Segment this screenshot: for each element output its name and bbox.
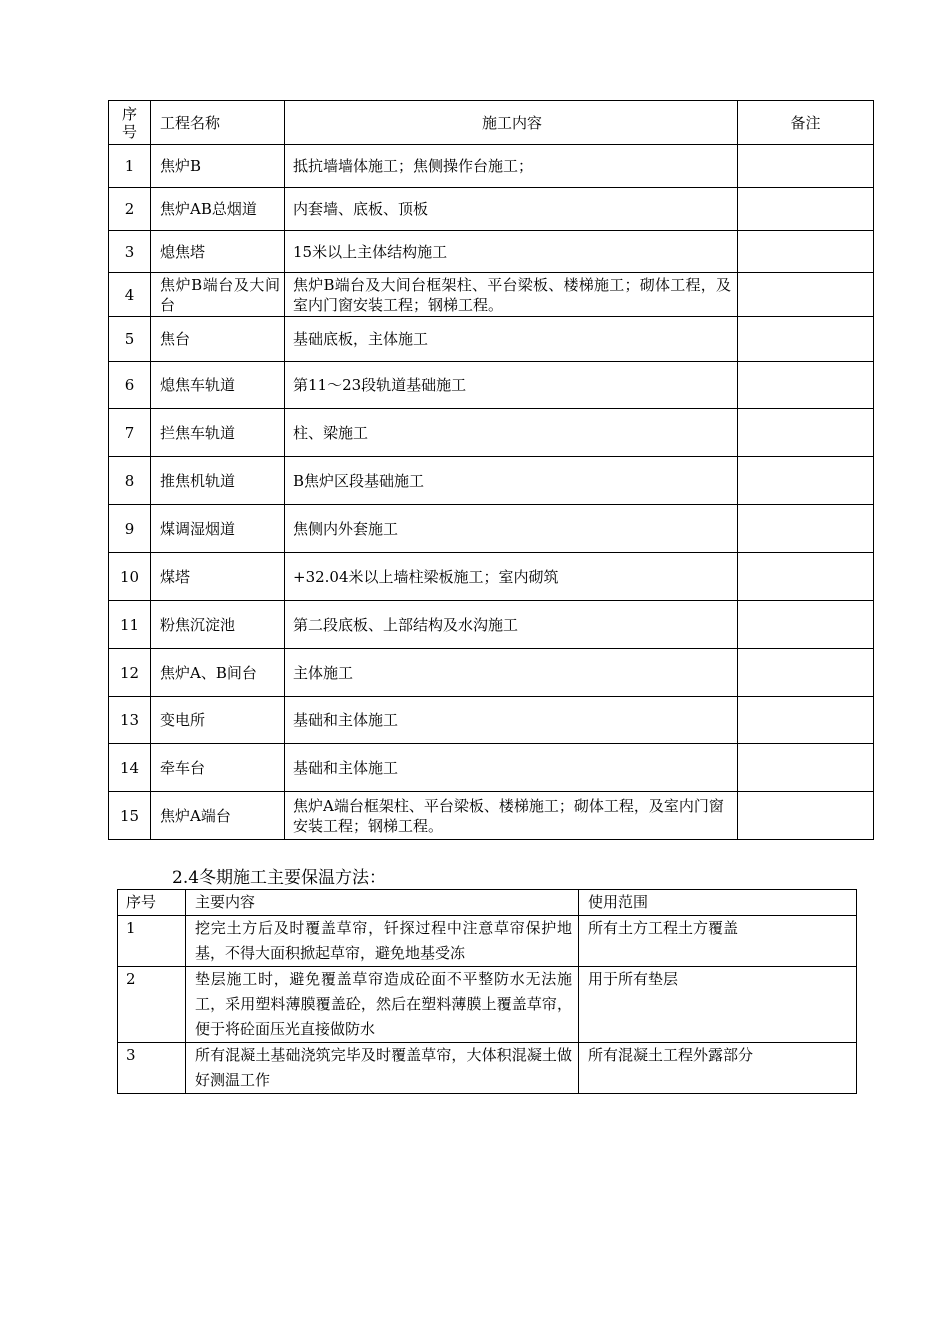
row-name: 煤塔: [151, 553, 285, 601]
insulation-methods-table: [117, 889, 857, 1094]
table-row: [109, 145, 874, 188]
row-remark: [738, 362, 874, 409]
row-content: 垫层施工时，避免覆盖草帘造成砼面不平整防水无法施工，采用塑料薄膜覆盖砼，然后在塑料薄膜上覆盖草帘，便于将砼面压光直接做防水: [186, 967, 579, 1043]
row-remark: [738, 231, 874, 273]
row-name: 焦炉B: [151, 145, 285, 188]
project-table: [108, 100, 874, 840]
row-content: 焦炉B端台及大间台框架柱、平台梁板、楼梯施工；砌体工程，及室内门窗安装工程；钢梯工程。: [285, 273, 738, 317]
row-content: +32.04米以上墙柱梁板施工；室内砌筑: [285, 553, 738, 601]
header-content: 施工内容: [285, 101, 738, 145]
table-row: [109, 231, 874, 273]
header-content: 主要内容: [186, 890, 579, 916]
table-header-row: [109, 101, 874, 145]
table-row: [109, 792, 874, 840]
row-remark: [738, 145, 874, 188]
table-row: [109, 697, 874, 744]
row-remark: [738, 601, 874, 649]
row-remark: [738, 457, 874, 505]
table-row: [118, 916, 857, 967]
row-scope: 用于所有垫层: [579, 967, 857, 1043]
row-name: 熄焦塔: [151, 231, 285, 273]
row-remark: [738, 505, 874, 553]
row-content: 焦侧内外套施工: [285, 505, 738, 553]
row-content: 15米以上主体结构施工: [285, 231, 738, 273]
row-name: 焦炉A、B间台: [151, 649, 285, 697]
row-name: 焦炉B端台及大间台: [151, 273, 285, 317]
table-row: [118, 1043, 857, 1094]
row-scope: 所有混凝土工程外露部分: [579, 1043, 857, 1094]
row-remark: [738, 744, 874, 792]
row-no: 13: [109, 697, 151, 744]
row-remark: [738, 792, 874, 840]
row-no: 1: [118, 916, 186, 967]
row-remark: [738, 697, 874, 744]
table-row: [109, 744, 874, 792]
header-name: 工程名称: [151, 101, 285, 145]
table-row: [109, 649, 874, 697]
row-content: 主体施工: [285, 649, 738, 697]
row-name: 拦焦车轨道: [151, 409, 285, 457]
row-name: 变电所: [151, 697, 285, 744]
table-row: [109, 273, 874, 317]
table-header-row: [118, 890, 857, 916]
section-title: 2.4冬期施工主要保温方法：: [172, 868, 387, 888]
row-name: 熄焦车轨道: [151, 362, 285, 409]
row-no: 1: [109, 145, 151, 188]
row-remark: [738, 188, 874, 231]
row-scope: 所有土方工程土方覆盖: [579, 916, 857, 967]
row-no: 3: [118, 1043, 186, 1094]
row-name: 牵车台: [151, 744, 285, 792]
row-remark: [738, 409, 874, 457]
row-remark: [738, 317, 874, 362]
row-content: 内套墙、底板、顶板: [285, 188, 738, 231]
row-no: 9: [109, 505, 151, 553]
row-name: 推焦机轨道: [151, 457, 285, 505]
row-remark: [738, 273, 874, 317]
table-row: [109, 457, 874, 505]
row-content: 基础和主体施工: [285, 697, 738, 744]
row-no: 14: [109, 744, 151, 792]
row-no: 3: [109, 231, 151, 273]
header-remark: 备注: [738, 101, 874, 145]
row-content: 第二段底板、上部结构及水沟施工: [285, 601, 738, 649]
row-no: 2: [109, 188, 151, 231]
row-no: 5: [109, 317, 151, 362]
row-content: 基础底板，主体施工: [285, 317, 738, 362]
row-name: 焦炉A端台: [151, 792, 285, 840]
table-row: [109, 601, 874, 649]
table-row: [109, 188, 874, 231]
row-no: 6: [109, 362, 151, 409]
row-no: 7: [109, 409, 151, 457]
row-no: 15: [109, 792, 151, 840]
row-name: 煤调湿烟道: [151, 505, 285, 553]
table-row: [109, 409, 874, 457]
row-no: 12: [109, 649, 151, 697]
row-name: 粉焦沉淀池: [151, 601, 285, 649]
header-no: 序号: [118, 890, 186, 916]
row-content: 挖完土方后及时覆盖草帘，钎探过程中注意草帘保护地基，不得大面积掀起草帘，避免地基受冻: [186, 916, 579, 967]
row-content: 所有混凝土基础浇筑完毕及时覆盖草帘，大体积混凝土做好测温工作: [186, 1043, 579, 1094]
table-row: [118, 967, 857, 1043]
row-no: 8: [109, 457, 151, 505]
table-row: [109, 362, 874, 409]
row-no: 10: [109, 553, 151, 601]
row-content: 焦炉A端台框架柱、平台梁板、楼梯施工；砌体工程，及室内门窗安装工程；钢梯工程。: [285, 792, 738, 840]
row-remark: [738, 553, 874, 601]
row-content: B焦炉区段基础施工: [285, 457, 738, 505]
header-no: 序号: [109, 101, 151, 145]
row-remark: [738, 649, 874, 697]
row-content: 抵抗墙墙体施工；焦侧操作台施工；: [285, 145, 738, 188]
row-name: 焦台: [151, 317, 285, 362]
row-content: 基础和主体施工: [285, 744, 738, 792]
table-row: [109, 553, 874, 601]
row-no: 4: [109, 273, 151, 317]
header-scope: 使用范围: [579, 890, 857, 916]
row-content: 柱、梁施工: [285, 409, 738, 457]
table-row: [109, 505, 874, 553]
row-content: 第11～23段轨道基础施工: [285, 362, 738, 409]
table-row: [109, 317, 874, 362]
row-name: 焦炉AB总烟道: [151, 188, 285, 231]
row-no: 11: [109, 601, 151, 649]
row-no: 2: [118, 967, 186, 1043]
